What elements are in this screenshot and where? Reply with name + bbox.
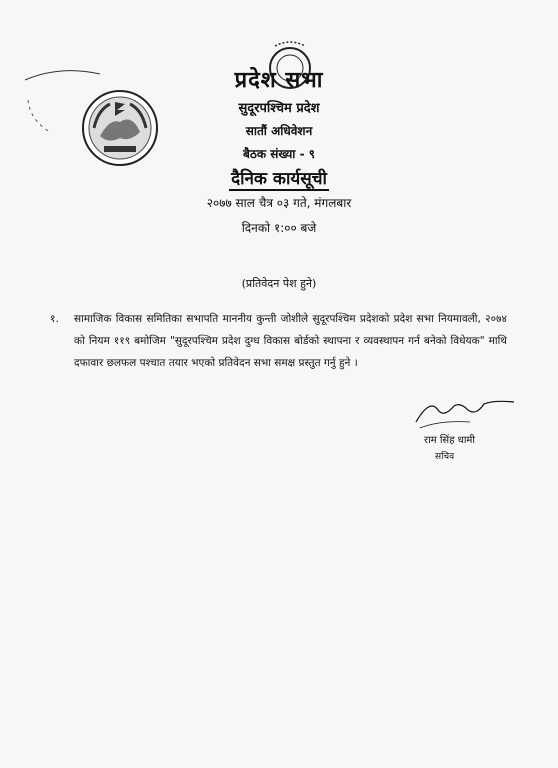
section-heading: (प्रतिवेदन पेश हुने): [241, 277, 317, 290]
agenda-title-wrap: [0, 166, 558, 189]
session-name: सातौं अधिवेशन: [245, 124, 313, 138]
agenda-title: दैनिक कार्यसूची: [231, 169, 327, 189]
handwritten-signature: [410, 392, 520, 432]
meeting-time: दिनको १:०० बजे: [241, 221, 317, 235]
signatory-name: राम सिंह धामी: [424, 435, 475, 446]
meeting-date: २०७७ साल चैत्र ०३ गते, मंगलबार: [206, 196, 352, 210]
assembly-title: प्रदेश सभा: [234, 68, 324, 93]
province-name: सुदूरपश्चिम प्रदेश: [238, 101, 320, 116]
signatory-title: सचिव: [435, 452, 455, 462]
meeting-number: बैठक संख्या - ९: [243, 147, 315, 161]
agenda-item-text: सामाजिक विकास समितिका सभापति माननीय कुन्ती जोशीले सुदूरपश्चिम प्रदेशको प्रदेश सभा नियमावली, २०७४ को नियम ११९ बमोजिम "सुदूरपश्चिम प्रदेश दुग्ध विकास बोर्डको स्थापना र व्यवस्थापन गर्न बनेको विधेयक" माथि दफावार छलफल पश्चात तयार भएको प्रतिवेदन सभा समक्ष प्रस्तुत गर्नु हुने ।: [74, 313, 507, 369]
agenda-item: [50, 308, 507, 374]
agenda-item-number: १.: [50, 313, 59, 325]
